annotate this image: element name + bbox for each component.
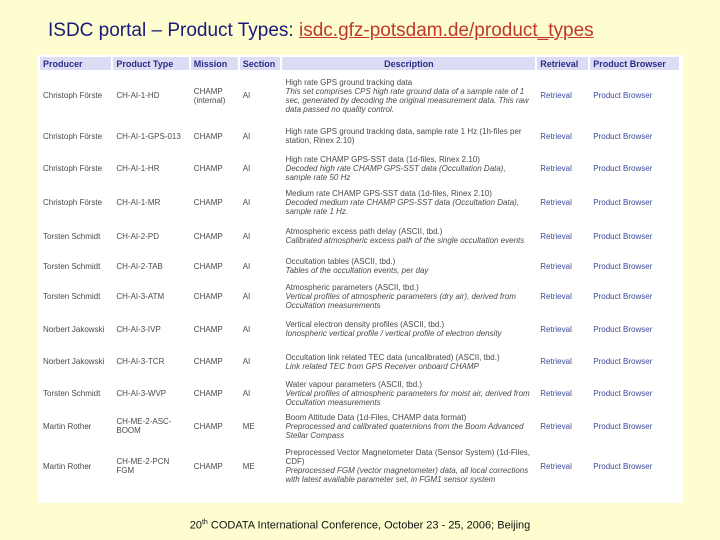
header-section[interactable]: Section [240, 57, 281, 70]
mission-cell: CHAMP [193, 261, 223, 271]
producer-cell: Norbert Jakowski [43, 357, 105, 366]
producer-cell: Torsten Schmidt [43, 291, 101, 301]
footer-number: 20 [189, 519, 202, 532]
description-title: High rate CHAMP GPS-SST data (1d-files, Rinex 2.10) [285, 155, 480, 164]
description-title: Occultation link related TEC data (uncalibrated) (ASCII, tbd.) [285, 352, 500, 362]
product-browser-link[interactable]: Product Browser [593, 324, 653, 334]
table-row [40, 253, 679, 279]
description-cell [282, 281, 535, 311]
description-cell [282, 443, 535, 489]
section-cell: AI [242, 324, 251, 334]
product-types-table [38, 55, 681, 491]
product-browser-link[interactable]: Product Browser [593, 291, 653, 301]
product-browser-link[interactable]: Product Browser [593, 231, 653, 241]
product-browser-link[interactable]: Product Browser [593, 91, 653, 100]
mission-cell: CHAMP [193, 198, 223, 207]
producer-cell: Christoph Förste [43, 91, 103, 100]
section-cell: AI [242, 198, 251, 207]
product-types-link[interactable]: isdc.gfz-potsdam.de/product_types [299, 20, 594, 41]
description-cell [282, 153, 535, 184]
product-type-cell: CH-AI-3-TCR [116, 357, 165, 366]
retrieval-link[interactable]: Retrieval [540, 324, 572, 334]
description-cell [282, 378, 535, 409]
product-browser-link[interactable]: Product Browser [593, 389, 653, 398]
producer-cell: Christoph Förste [43, 164, 103, 173]
description-title: Occultation tables (ASCII, tbd.) [285, 257, 396, 266]
retrieval-link[interactable]: Retrieval [540, 291, 572, 301]
product-browser-link[interactable]: Product Browser [593, 131, 653, 141]
slide-title [48, 20, 594, 42]
product-type-cell: CH-ME-2-ASC-BOOM [116, 417, 172, 435]
description-title: Boom Attitude Data (1d-Files, CHAMP data format) [285, 412, 467, 422]
description-body: Ionospheric vertical profile / vertical profile of electron density [285, 329, 502, 338]
product-type-cell: CH-AI-3-IVP [116, 324, 161, 334]
mission-cell: CHAMP [193, 461, 223, 471]
section-cell: AI [242, 357, 251, 366]
header-product-browser[interactable]: Product Browser [590, 57, 679, 70]
description-title: Preprocessed Vector Magnetometer Data (Sensor System) (1d-Files, CDF) [285, 448, 530, 466]
product-type-cell: CH-AI-3-WVP [116, 389, 167, 398]
retrieval-link[interactable]: Retrieval [540, 164, 572, 173]
producer-cell: Martin Rother [43, 421, 92, 431]
description-body: Tables of the occultation events, per day [285, 266, 429, 275]
mission-cell: CHAMP [193, 324, 223, 334]
table-row [40, 221, 679, 251]
retrieval-link[interactable]: Retrieval [540, 91, 572, 100]
section-cell: AI [242, 291, 251, 301]
description-title: Vertical electron density profiles (ASCII, tbd.) [285, 320, 445, 329]
header-producer[interactable]: Producer [40, 57, 111, 70]
retrieval-link[interactable]: Retrieval [540, 261, 572, 271]
description-cell [282, 221, 535, 251]
producer-cell: Christoph Förste [43, 198, 103, 207]
section-cell: ME [242, 421, 255, 431]
mission-cell: CHAMP [193, 357, 223, 366]
product-types-panel [38, 55, 683, 503]
mission-cell: CHAMP (internal) [193, 86, 226, 105]
section-cell: AI [242, 164, 251, 173]
description-body: Preprocessed FGM (vector magnetometer) data, all local corrections with latest available parameter set, in FGM1 sensor system [285, 466, 529, 484]
description-cell [282, 186, 535, 219]
footer-sup: th [201, 519, 208, 526]
product-type-cell: CH-AI-2-PD [116, 231, 160, 241]
footer-text: CODATA International Conference, October 23 - 25, 2006; Beijing [207, 519, 531, 532]
slide-footer [0, 519, 720, 532]
description-title: High rate GPS ground tracking data, sample rate 1 Hz (1h-files per station, Rinex 2.10) [285, 127, 522, 145]
product-type-cell: CH-AI-1-HR [116, 164, 160, 173]
mission-cell: CHAMP [193, 164, 223, 173]
header-retrieval[interactable]: Retrieval [537, 57, 588, 70]
description-title: High rate GPS ground tracking data [285, 77, 413, 87]
mission-cell: CHAMP [193, 421, 223, 431]
description-cell [282, 313, 535, 345]
product-type-cell: CH-AI-1-HD [116, 91, 160, 100]
product-browser-link[interactable]: Product Browser [593, 198, 653, 207]
retrieval-link[interactable]: Retrieval [540, 421, 572, 431]
producer-cell: Norbert Jakowski [43, 324, 105, 334]
producer-cell: Christoph Förste [43, 131, 103, 141]
producer-cell: Torsten Schmidt [43, 231, 101, 241]
section-cell: AI [242, 261, 251, 271]
section-cell: ME [242, 461, 255, 471]
product-browser-link[interactable]: Product Browser [593, 421, 653, 431]
description-body: This set comprises CPS high rate ground data of a sample rate of 1 sec, generated by decoding the original measurement data. This raw data passed no quality control. [285, 86, 529, 114]
mission-cell: CHAMP [193, 389, 223, 398]
title-text: ISDC portal – Product Types: [48, 20, 299, 41]
mission-cell: CHAMP [193, 291, 223, 301]
header-mission[interactable]: Mission [191, 57, 238, 70]
mission-cell: CHAMP [193, 131, 223, 141]
product-type-cell: CH-AI-2-TAB [116, 261, 163, 271]
product-browser-link[interactable]: Product Browser [593, 164, 653, 173]
description-title: Atmospheric parameters (ASCII, tbd.) [285, 282, 419, 292]
table-row [40, 347, 679, 376]
description-title: Medium rate CHAMP GPS-SST data (1d-files, Rinex 2.10) [285, 189, 492, 198]
product-type-cell: CH-ME-2-PCN FGM [116, 457, 170, 475]
description-cell [282, 411, 535, 441]
retrieval-link[interactable]: Retrieval [540, 198, 572, 207]
retrieval-link[interactable]: Retrieval [540, 357, 572, 366]
table-header-row [40, 57, 679, 70]
product-browser-link[interactable]: Product Browser [593, 357, 653, 366]
description-body: Vertical profiles of atmospheric parameters (dry air), derived from Occultation measurements [285, 291, 516, 310]
retrieval-link[interactable]: Retrieval [540, 461, 572, 471]
table-row [40, 281, 679, 311]
description-body: Link related TEC from GPS Receiver onboard CHAMP [285, 361, 479, 371]
description-cell [282, 253, 535, 279]
description-cell [282, 347, 535, 376]
section-cell: AI [242, 91, 251, 100]
product-browser-link[interactable]: Product Browser [593, 461, 653, 471]
section-cell: AI [242, 389, 251, 398]
header-description[interactable]: Description [282, 57, 535, 70]
retrieval-link[interactable]: Retrieval [540, 231, 572, 241]
table-row [40, 72, 679, 119]
table-row [40, 186, 679, 219]
producer-cell: Torsten Schmidt [43, 389, 101, 398]
table-row [40, 443, 679, 489]
table-row [40, 313, 679, 345]
table-row [40, 411, 679, 441]
section-cell: AI [242, 131, 251, 141]
description-body: Decoded high rate CHAMP GPS-SST data (Occultation Data), sample rate 50 Hz [285, 164, 506, 182]
header-product-type[interactable]: Product Type [113, 57, 188, 70]
description-body: Preprocessed and calibrated quaternions from the Boom Advanced Stellar Compass [285, 421, 524, 440]
description-title: Water vapour parameters (ASCII, tbd.) [285, 380, 423, 389]
description-body: Decoded medium rate CHAMP GPS-SST data (Occultation Data), sample rate 1 Hz. [285, 198, 520, 216]
table-row [40, 153, 679, 184]
retrieval-link[interactable]: Retrieval [540, 131, 572, 141]
product-browser-link[interactable]: Product Browser [593, 261, 653, 271]
table-row [40, 121, 679, 151]
product-type-cell: CH-AI-1-MR [116, 198, 161, 207]
producer-cell: Martin Rother [43, 461, 92, 471]
mission-cell: CHAMP [193, 231, 223, 241]
description-body: Calibrated atmospheric excess path of the single occultation events [285, 236, 525, 245]
retrieval-link[interactable]: Retrieval [540, 389, 572, 398]
producer-cell: Torsten Schmidt [43, 261, 101, 271]
section-cell: AI [242, 231, 251, 241]
product-type-cell: CH-AI-1-GPS-013 [116, 131, 181, 141]
table-row [40, 378, 679, 409]
product-type-cell: CH-AI-3-ATM [116, 291, 165, 301]
description-cell [282, 72, 535, 119]
description-body: Vertical profiles of atmospheric parameters for moist air, derived from Occultation measurements [285, 389, 530, 407]
description-title: Atmospheric excess path delay (ASCII, tbd.) [285, 227, 443, 236]
description-cell [282, 121, 535, 151]
